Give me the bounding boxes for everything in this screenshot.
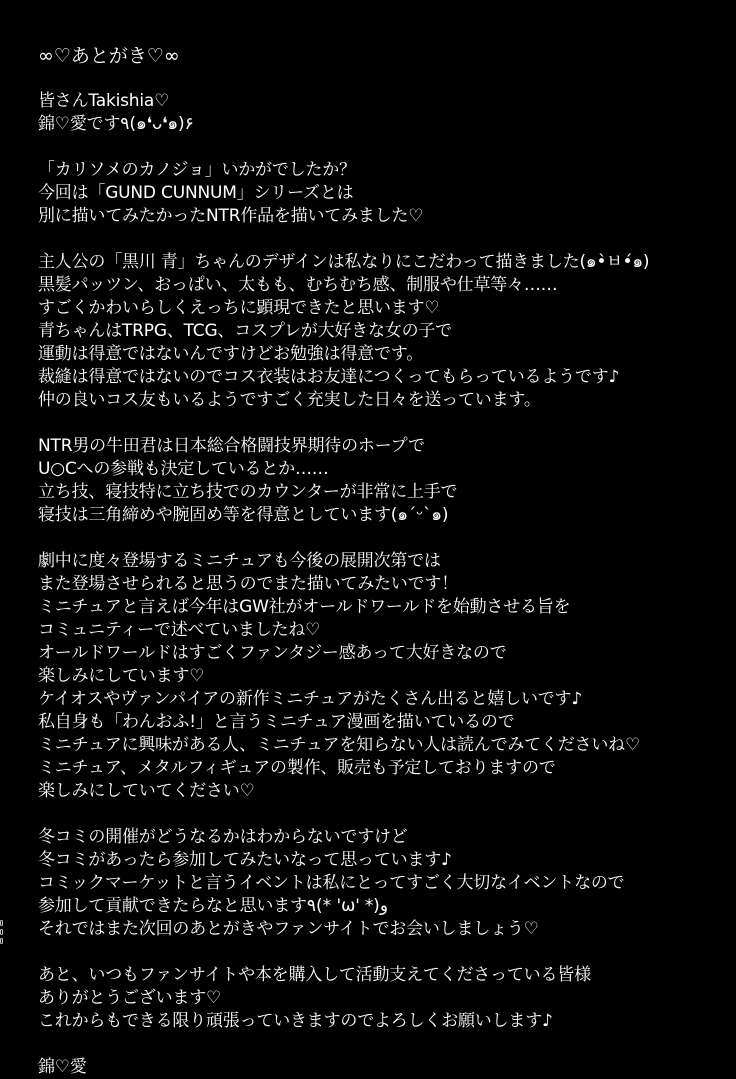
text-line: 参加して貢献できたらなと思います٩(* 'ω' *)و [38,896,389,916]
text-line: オールドワールドはすごくファンタジー感あって大好きなので [38,643,507,663]
text-line: 仲の良いコス友もいるようですごく充実した日々を送っています。 [38,390,541,410]
text-line: 運動は得意ではないんですけどお勉強は得意です。 [38,344,424,364]
page-mark-glyph [0,920,3,926]
text-line: ありがとうございます♡ [38,988,222,1008]
text-line: 楽しみにしています♡ [38,666,205,686]
page-number-mark [0,920,4,960]
text-line: ケイオスやヴァンパイアの新作ミニチュアがたくさん出ると嬉しいです♪ [38,689,582,709]
paragraph-gap [38,941,728,964]
text-line: 裁縫は得意ではないのでコス衣装はお友達につくってもらっているようです♪ [38,367,620,387]
signature: 錦♡愛 [38,1057,87,1077]
paragraph-gap [38,412,728,435]
paragraph-gap [38,527,728,550]
text-line: ミニチュア、メタルフィギュアの製作、販売も予定しておりますので [38,758,556,778]
paragraph-gap [38,803,728,826]
text-line: U○Cへの参戦も決定しているとか…… [38,459,329,479]
text-line: 冬コミの開催がどうなるかはわからないですけど [38,827,408,847]
text-line: 主人公の「黒川 青」ちゃんのデザインは私なりにこだわって描きました(๑•̀ㅂ•́๑) [38,252,650,272]
text-line: 劇中に度々登場するミニチュアも今後の展開次第では [38,551,441,571]
page-mark-glyph [0,938,3,944]
afterword-body [38,90,728,1079]
text-line: NTR男の牛田君は日本総合格闘技界期待のホープで [38,436,425,456]
afterword-title: ∞♡あとがき♡∞ [38,45,180,67]
text-line: 冬コミがあったら参加してみたいなって思っています♪ [38,850,452,870]
text-line: それではまた次回のあとがきやファンサイトでお会いしましょう♡ [38,919,539,939]
paragraph-gap [38,136,728,159]
text-line: 私自身も「わんおふ!」と言うミニチュア漫画を描いているので [38,712,515,732]
text-line: 黒髪パッツン、おっぱい、太もも、むちむち感、制服や仕草等々…… [38,275,558,295]
page-mark-glyph [0,929,3,935]
text-line: あと、いつもファンサイトや本を購入して活動支えてくださっている皆様 [38,965,591,985]
paragraph-gap [38,228,728,251]
text-line: 楽しみにしていてください♡ [38,781,255,801]
text-line: これからもできる限り頑張っていきますのでよろしくお願いします♪ [38,1011,553,1031]
text-line: また登場させられると思うのでまた描いてみたいです！ [38,574,458,594]
text-line: コミュニティーで述べていましたね♡ [38,620,321,640]
text-line: 皆さんTakishia♡ [38,91,170,111]
text-line: 青ちゃんはTRPG、TCG、コスプレが大好きな女の子で [38,321,452,341]
text-line: ミニチュアと言えば今年はGW社がオールドワールドを始動させる旨を [38,597,571,617]
text-line: 立ち技、寝技特に立ち技でのカウンターが非常に上手で [38,482,458,502]
text-line: コミックマーケットと言うイベントは私にとってすごく大切なイベントなので [38,873,625,893]
text-line: 別に描いてみたかったNTR作品を描いてみました♡ [38,206,424,226]
text-line: ミニチュアに興味がある人、ミニチュアを知らない人は読んでみてくださいね♡ [38,735,641,755]
text-line: すごくかわいらしくえっちに顕現できたと思います♡ [38,298,440,318]
paragraph-gap [38,1033,728,1056]
text-line: 「カリソメのカノジョ」いかがでしたか？ [38,160,356,180]
text-line: 今回は「GUND CUNNUM」シリーズとは [38,183,354,203]
text-line: 寝技は三角締めや腕固め等を得意としています(๑ˊᵕˋ๑) [38,505,449,525]
text-line: 錦♡愛です٩(๑❛ᴗ❛๑)۶ [38,114,194,134]
